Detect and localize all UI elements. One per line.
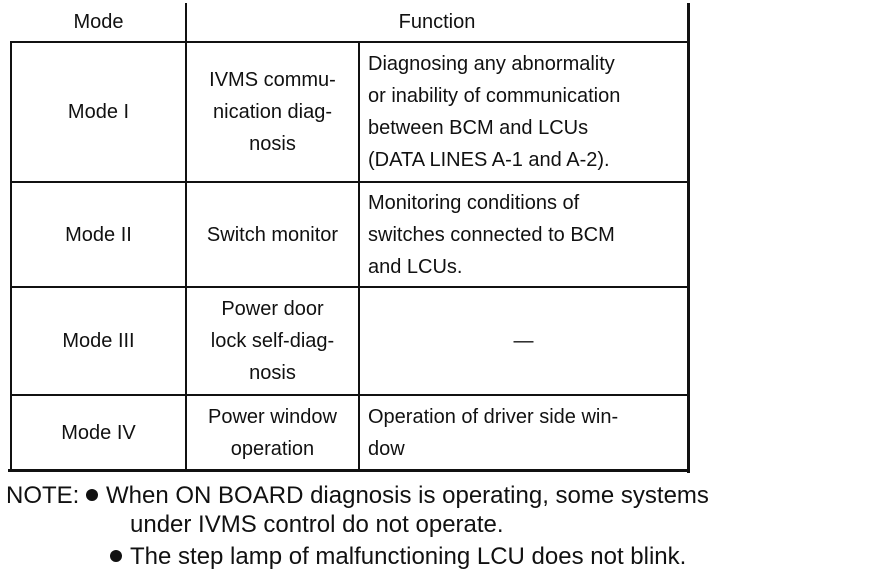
header-mode	[12, 3, 185, 41]
note-item-1-continuation: under IVMS control do not operate.	[130, 511, 504, 538]
row-3-name-label: Power door lock self-diag- nosis	[210, 298, 335, 384]
row-4-description	[360, 396, 687, 469]
row-4-mode	[12, 396, 185, 469]
row-3-mode-label: Mode III	[62, 330, 135, 352]
header-mode-label: Mode	[73, 11, 124, 33]
row-2-name-label: Switch monitor	[206, 223, 339, 246]
note-line-3	[110, 542, 686, 572]
row-1-mode-label: Mode I	[67, 101, 130, 123]
row-1-name	[187, 43, 358, 181]
row-3-mode	[12, 288, 185, 394]
header-function-label: Function	[398, 11, 476, 33]
row-1-name-label: IVMS commu- nication diag- nosis	[209, 69, 336, 155]
row-2-name	[187, 183, 358, 286]
row-4-name-label: Power window operation	[208, 405, 337, 460]
note-line-1	[6, 481, 709, 511]
row-2-mode-label: Mode II	[65, 223, 132, 246]
note-line-2	[130, 510, 504, 540]
row-1-description	[360, 43, 687, 181]
table-bottom-border	[8, 469, 690, 472]
row-4-description-text: Operation of driver side win- dow	[368, 405, 619, 460]
row-1-mode	[12, 43, 185, 181]
note-item-1: When ON BOARD diagnosis is operating, some systems	[106, 482, 709, 509]
row-4-mode-label: Mode IV	[61, 421, 136, 444]
header-function	[187, 3, 687, 41]
row-3-description-text: —	[513, 330, 534, 352]
table-right-border	[687, 3, 690, 473]
row-2-description-text: Monitoring conditions of switches connected to BCM and LCUs.	[368, 191, 615, 278]
note-label: NOTE:	[6, 482, 80, 509]
row-3-name	[187, 288, 358, 394]
row-4-name	[187, 396, 358, 469]
note-item-2: The step lamp of malfunctioning LCU does not blink.	[130, 543, 687, 570]
row-2-description	[360, 183, 687, 286]
row-3-description	[360, 288, 687, 394]
bullet-icon	[110, 550, 122, 562]
row-1-description-text: Diagnosing any abnormality or inability of communication between BCM and LCUs (DATA LINES A-1 and A-2).	[368, 53, 621, 171]
row-2-mode	[12, 183, 185, 286]
bullet-icon	[86, 489, 98, 501]
